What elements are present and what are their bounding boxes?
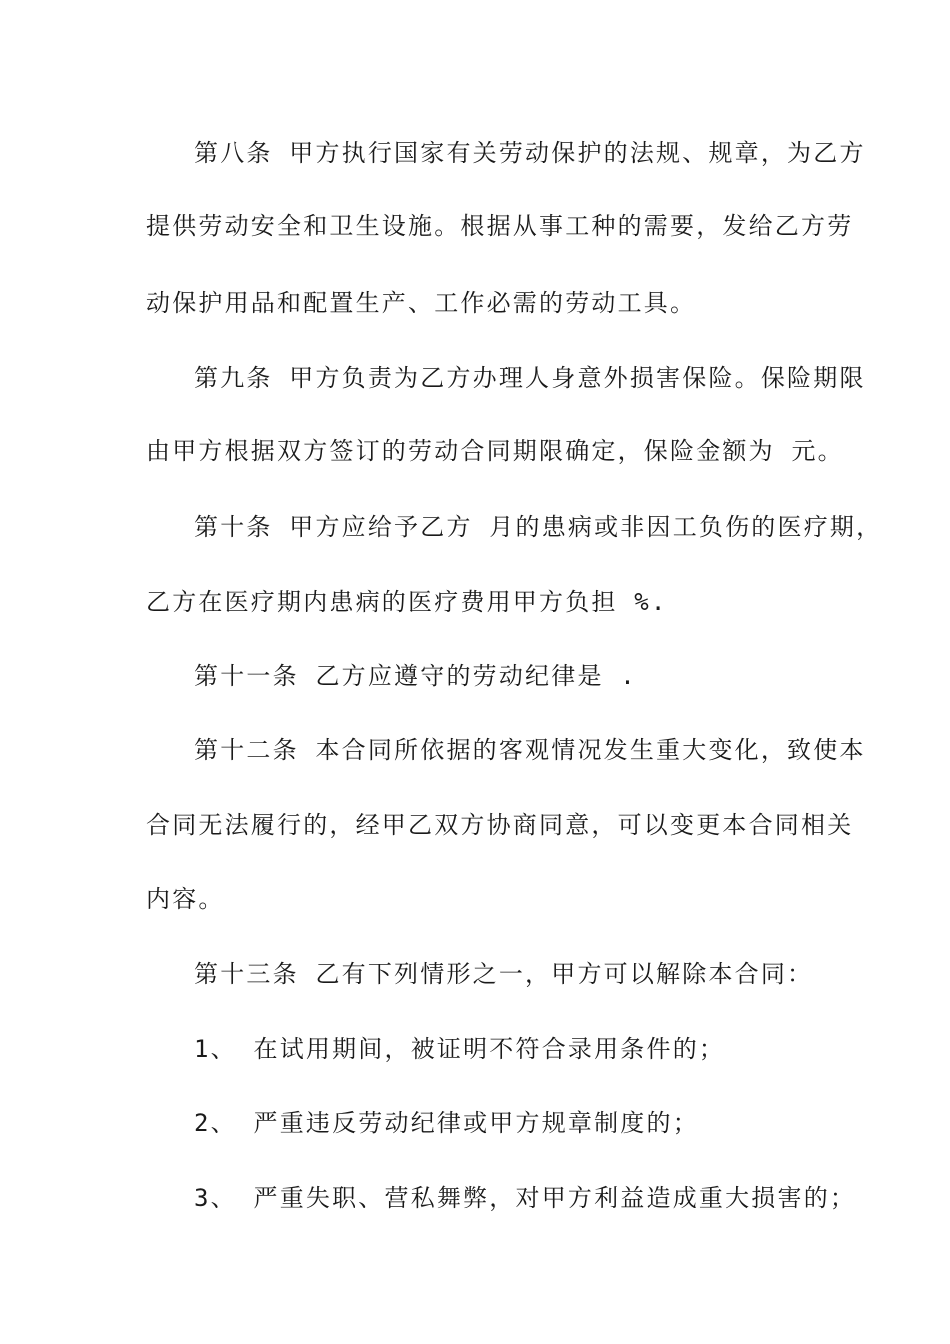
article-13-item-2: 2、 严重违反劳动纪律或甲方规章制度的； <box>194 1109 699 1137</box>
article-8-line-1: 第八条 甲方执行国家有关劳动保护的法规、规章，为乙方 <box>194 139 866 167</box>
article-12-line-2: 合同无法履行的，经甲乙双方协商同意，可以变更本合同相关 <box>146 811 854 839</box>
article-13-item-1: 1、 在试用期间，被证明不符合录用条件的； <box>194 1035 726 1063</box>
article-9-line-1: 第九条 甲方负责为乙方办理人身意外损害保险。保险期限 <box>194 364 866 392</box>
article-11-line-1: 第十一条 乙方应遵守的劳动纪律是 . <box>194 662 637 690</box>
article-8-line-3: 动保护用品和配置生产、工作必需的劳动工具。 <box>146 289 697 317</box>
article-13-line-1: 第十三条 乙有下列情形之一，甲方可以解除本合同： <box>194 960 814 988</box>
article-10-line-1: 第十条 甲方应给予乙方 月的患病或非因工负伤的医疗期， <box>194 513 883 541</box>
article-9-line-2: 由甲方根据双方签订的劳动合同期限确定，保险金额为 元。 <box>146 437 844 465</box>
article-13-item-3: 3、 严重失职、营私舞弊，对甲方利益造成重大损害的； <box>194 1184 857 1212</box>
article-12-line-1: 第十二条 本合同所依据的客观情况发生重大变化，致使本 <box>194 736 866 764</box>
article-12-line-3: 内容。 <box>146 885 225 913</box>
article-10-line-2: 乙方在医疗期内患病的医疗费用甲方负担 %. <box>146 588 668 616</box>
article-8-line-2: 提供劳动安全和卫生设施。根据从事工种的需要，发给乙方劳 <box>146 212 854 240</box>
